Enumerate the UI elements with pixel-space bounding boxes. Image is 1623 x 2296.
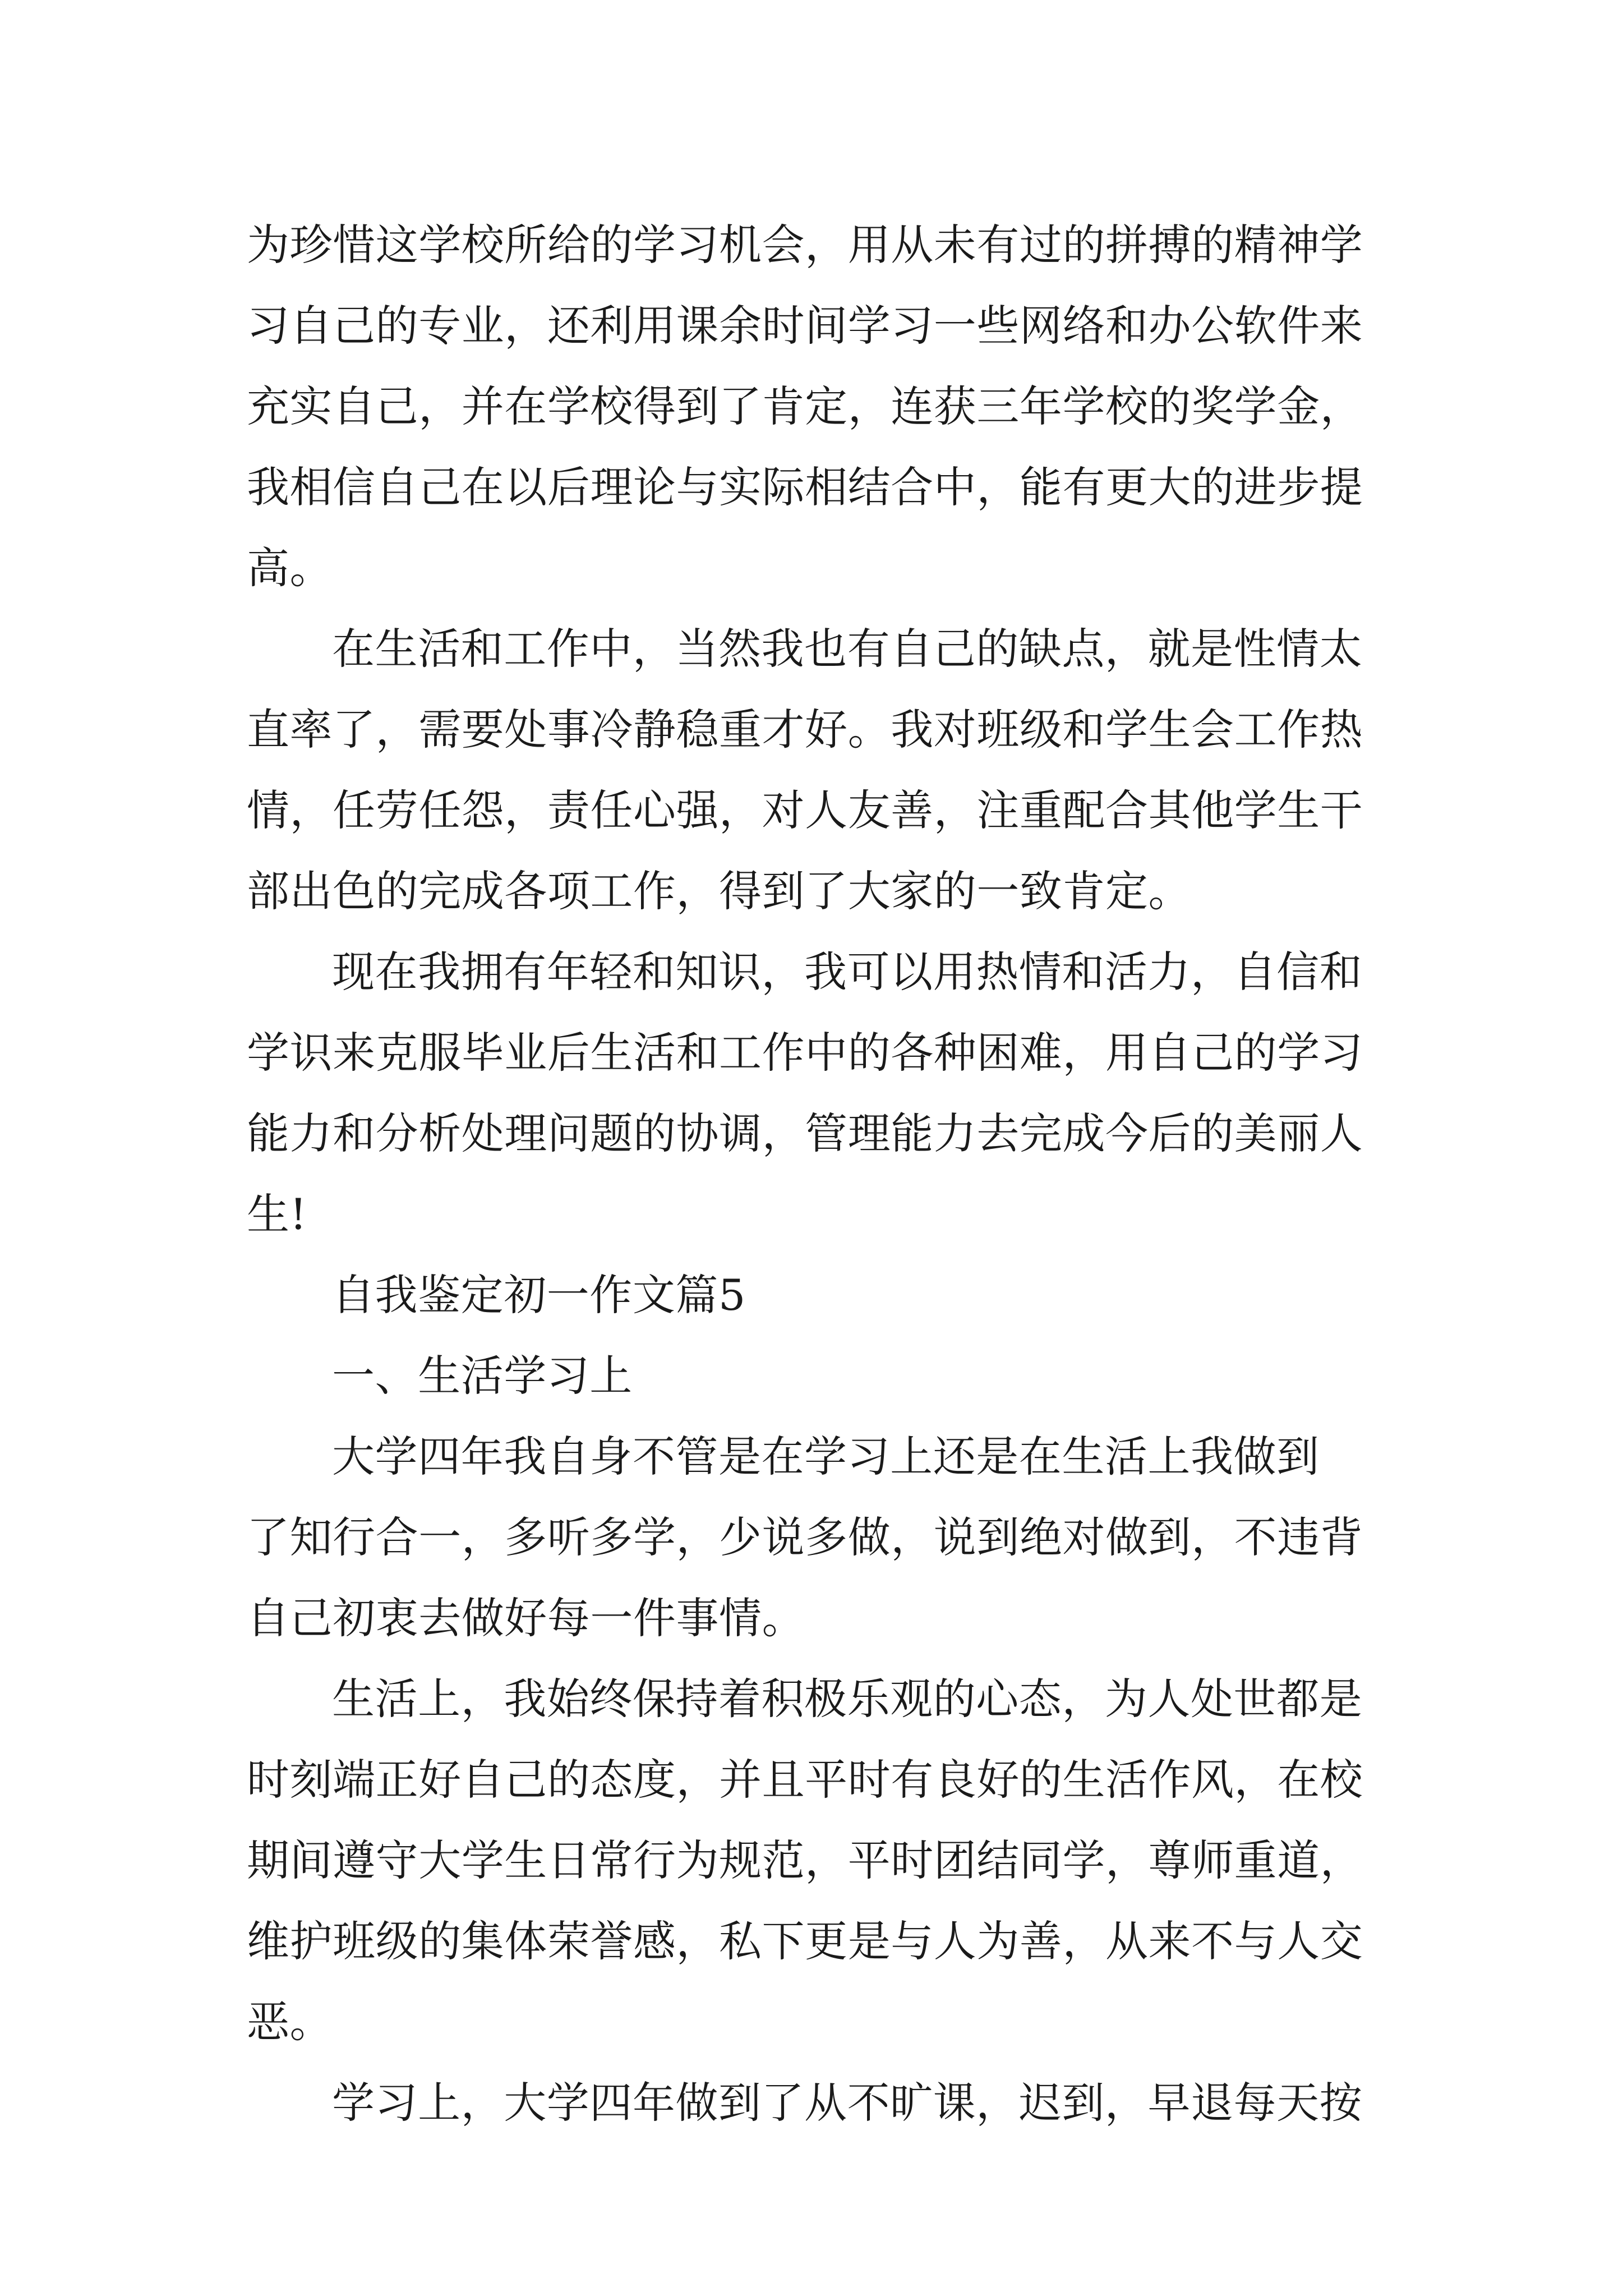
text-line: 时刻端正好自己的态度，并且平时有良好的生活作风，在校	[247, 1755, 1363, 1805]
text-line: 情，任劳任怨，责任心强，对人友善，注重配合其他学生干	[247, 785, 1363, 835]
text-line: 学识来克服毕业后生活和工作中的各种困难，用自己的学习	[247, 1028, 1363, 1078]
text-line: 为珍惜这学校所给的学习机会，用从未有过的拼搏的精神学	[247, 220, 1363, 270]
document-body	[247, 205, 1391, 2143]
text-line: 学习上，大学四年做到了从不旷课，迟到，早退每天按	[332, 2078, 1363, 2128]
text-line: 高。	[247, 543, 333, 593]
text-line: 期间遵守大学生日常行为规范，平时团结同学，尊师重道，	[247, 1835, 1363, 1885]
text-line: 能力和分析处理问题的协调，管理能力去完成今后的美丽人	[247, 1108, 1363, 1158]
text-line: 充实自己，并在学校得到了肯定，连获三年学校的奖学金，	[247, 381, 1363, 431]
text-line: 现在我拥有年轻和知识，我可以用热情和活力，自信和	[332, 947, 1363, 997]
text-line: 自己初衷去做好每一件事情。	[247, 1593, 805, 1643]
text-line: 直率了，需要处事冷静稳重才好。我对班级和学生会工作热	[247, 705, 1363, 754]
subsection-heading: 一、生活学习上	[332, 1351, 633, 1401]
text-line: 恶。	[247, 1997, 333, 2047]
text-line: 维护班级的集体荣誉感，私下更是与人为善，从来不与人交	[247, 1916, 1363, 1966]
text-line: 大学四年我自身不管是在学习上还是在生活上我做到	[332, 1432, 1320, 1481]
text-line: 部出色的完成各项工作，得到了大家的一致肯定。	[247, 866, 1192, 916]
section-heading: 自我鉴定初一作文篇5	[332, 1270, 746, 1320]
text-line: 我相信自己在以后理论与实际相结合中，能有更大的进步提	[247, 462, 1363, 512]
text-line: 在生活和工作中，当然我也有自己的缺点，就是性情太	[332, 624, 1363, 674]
text-line: 了知行合一，多听多学，少说多做，说到绝对做到，不违背	[247, 1512, 1363, 1562]
text-line: 生!	[247, 1189, 307, 1239]
text-line: 习自己的专业，还利用课余时间学习一些网络和办公软件来	[247, 301, 1363, 351]
text-line: 生活上，我始终保持着积极乐观的心态，为人处世都是	[332, 1674, 1363, 1724]
